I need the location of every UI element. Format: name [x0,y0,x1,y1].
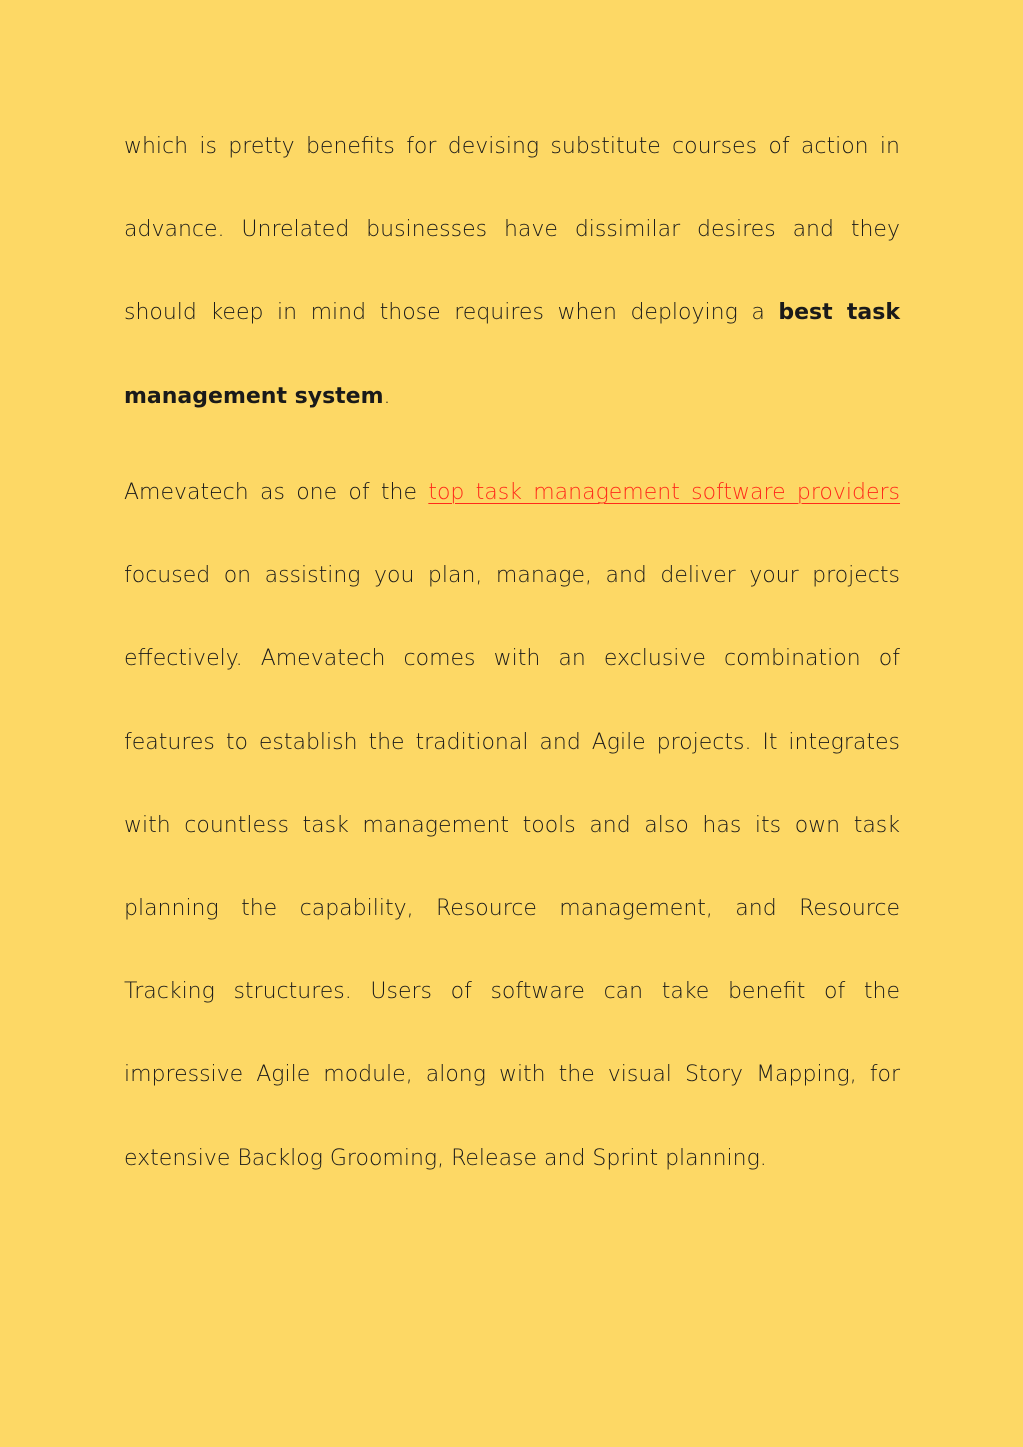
bold-phrase: best task management system [124,300,900,409]
paragraph-1 [124,105,900,438]
paragraph-1-end: . [383,383,391,409]
paragraph-2 [124,451,900,1200]
paragraph-2-text: focused on assisting you plan, manage, and deliver your projects effectively. Amevatech comes with an exclusive combination of features to establish the traditional and Agile projects. It integrates with countless task management tools and also has its own task planning the capability, Resource management, and Resource Tracking structures. Users of software can take benefit of the impressive Agile module, along with the visual Story Mapping, for extensive Backlog Grooming, Release and Sprint planning. [124,563,900,1171]
providers-link[interactable]: top task management software providers [428,480,901,505]
paragraph-1-text: which is pretty benefits for devising substitute courses of action in advance. Unrelated businesses have dissimilar desires and they should keep in mind those requires when deploying a [124,134,900,326]
paragraph-2-intro: Amevatech as one of the [124,480,429,505]
